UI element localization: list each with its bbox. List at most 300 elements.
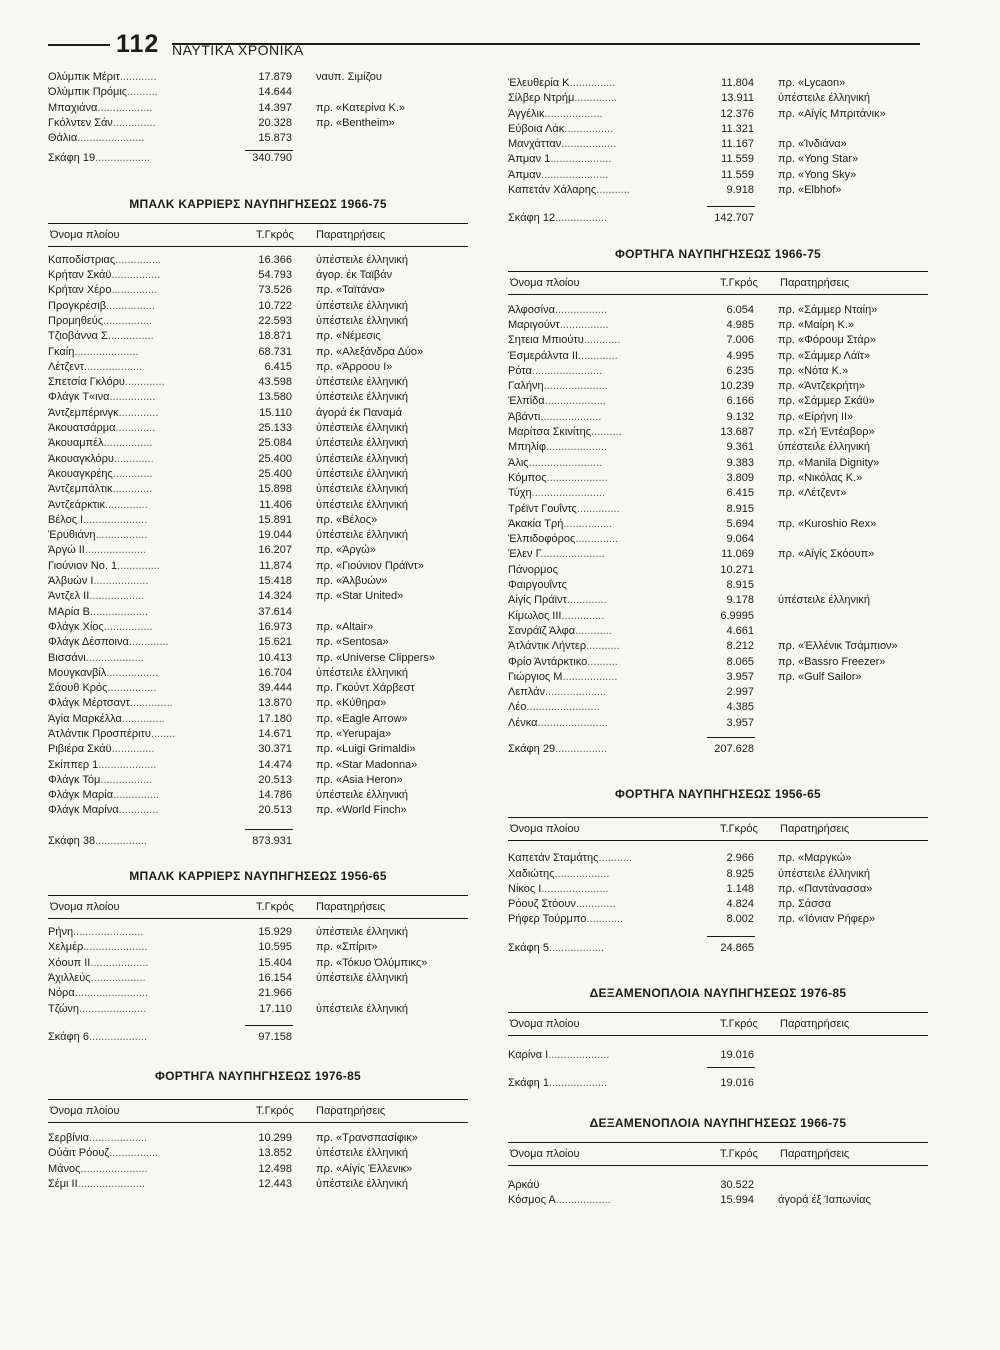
gross-tonnage: 4.995 <box>726 349 754 362</box>
remarks: ύπέστειλε έλληνική <box>316 467 409 480</box>
leader-dots: ................ <box>109 1147 159 1160</box>
table-row <box>48 1162 468 1177</box>
ship-name <box>48 986 244 1001</box>
magazine-title: ΝΑΥΤΙΚΑ ΧΡΟΝΙΚΑ <box>172 42 304 58</box>
leader-dots: .................. <box>548 941 604 954</box>
leader-dots: ................... <box>88 1030 148 1043</box>
column-header-notes: Παρατηρήσεις <box>316 901 386 914</box>
ship-name <box>508 517 704 532</box>
leader-dots: .............. <box>112 116 156 129</box>
ship-name <box>508 137 704 152</box>
table-row <box>48 436 468 451</box>
table-row <box>508 425 928 440</box>
remarks: πρ. «Star Madonna» <box>316 758 418 771</box>
ship-name <box>508 563 704 578</box>
ship-name-text: Άπμαν <box>508 168 542 181</box>
ship-name <box>508 183 704 198</box>
leader-dots: ........... <box>586 640 620 653</box>
gross-tonnage: 17.180 <box>258 712 292 725</box>
ship-name-text: Λέτζεντ <box>48 360 85 373</box>
ship-name-text: Φλάγκ Τόμ <box>48 773 101 786</box>
ship-name-text: Τύχη <box>508 487 532 500</box>
ship-name <box>48 406 244 421</box>
remarks: πρ. «Νέμεσις <box>316 330 381 343</box>
leader-dots: .................... <box>545 441 608 454</box>
ship-name-text: Τζιοβάννα Σ. <box>48 330 111 343</box>
cargo-1966-75-total <box>508 742 928 757</box>
ship-name-text: Βισσάνι <box>48 651 86 664</box>
leader-dots: ................ <box>111 269 161 282</box>
ship-name-text: Τζώνη <box>48 1002 80 1015</box>
total-label-text: Σκάφη 19 <box>48 152 96 165</box>
ship-name <box>48 543 244 558</box>
ship-name-text: Άκουαγκλόρυ <box>48 452 114 465</box>
remarks: πρ. «Elbhof» <box>778 184 842 197</box>
ship-name-text: Σίλβερ Ντρήμ <box>508 92 575 105</box>
table-header <box>508 1012 928 1036</box>
leader-dots: ............... <box>109 391 156 404</box>
column-header-name: Όνομα πλοίου <box>510 1147 580 1160</box>
table-row <box>48 375 468 390</box>
gross-tonnage: 13.852 <box>258 1147 292 1160</box>
gross-tonnage: 19.016 <box>720 1049 754 1062</box>
table-row <box>508 578 928 593</box>
total-label <box>48 151 244 166</box>
gross-tonnage: 15.891 <box>258 513 292 526</box>
gross-tonnage: 14.397 <box>258 101 292 114</box>
total-tonnage: 142.707 <box>714 212 754 225</box>
right-top-total <box>508 211 928 226</box>
gross-tonnage: 68.731 <box>258 345 292 358</box>
ship-name-text: Άλφοσίνα <box>508 303 555 316</box>
total-label <box>508 211 704 226</box>
column-header-name: Όνομα πλοίου <box>510 276 580 289</box>
total-rule <box>508 936 928 937</box>
gross-tonnage: 4.985 <box>726 318 754 331</box>
column-header-name: Όνομα πλοίου <box>50 228 120 241</box>
ship-name <box>508 867 704 882</box>
total-row <box>48 834 468 849</box>
ship-name <box>48 360 244 375</box>
gross-tonnage: 13.870 <box>258 697 292 710</box>
ship-name-text: Νόρα <box>48 987 75 1000</box>
leader-dots: ............. <box>124 376 165 389</box>
ship-name <box>508 1178 704 1193</box>
column-header-tonnage: Τ.Γκρός <box>256 901 294 914</box>
ship-name <box>48 696 244 711</box>
ship-name-text: Μπαχιάνα <box>48 101 98 114</box>
table-row <box>508 1193 928 1208</box>
ship-name-text: Φλάγκ Μαρία <box>48 789 114 802</box>
table-row <box>48 513 468 528</box>
ship-name-text: Γαλήνη <box>508 380 544 393</box>
gross-tonnage: 15.898 <box>258 483 292 496</box>
remarks: ύπέστειλε έλληνική <box>316 666 409 679</box>
ship-name-text: Έλεν Γ <box>508 548 541 561</box>
leader-dots: .................. <box>562 670 618 683</box>
ship-name-text: Θάλια <box>48 132 78 145</box>
ship-name <box>48 345 244 360</box>
gross-tonnage: 15.418 <box>258 575 292 588</box>
leader-dots: .................... <box>545 686 607 699</box>
ship-name <box>508 440 704 455</box>
gross-tonnage: 9.383 <box>726 456 754 469</box>
ship-name <box>48 574 244 589</box>
ship-name <box>508 639 704 654</box>
leader-dots: .................... <box>84 544 146 557</box>
column-header-tonnage: Τ.Γκρός <box>256 1105 294 1118</box>
ship-name <box>508 670 704 685</box>
ship-name <box>508 379 704 394</box>
table-row <box>508 349 928 364</box>
gross-tonnage: 12.376 <box>720 107 754 120</box>
leader-dots: .............. <box>111 743 155 756</box>
gross-tonnage: 11.874 <box>259 559 292 572</box>
gross-tonnage: 9.178 <box>726 594 754 607</box>
gross-tonnage: 19.044 <box>258 529 292 542</box>
ship-name <box>508 624 704 639</box>
total-rule <box>48 1025 468 1026</box>
ship-name-text: Προμηθεύς <box>48 314 104 327</box>
ship-name-text: Φλάγκ Δέσποινα <box>48 636 129 649</box>
table-row <box>48 1146 468 1161</box>
remarks: πρ. «Άργώ» <box>316 544 376 557</box>
ship-name-text: Ολύμπικ Μέριτ <box>48 71 120 83</box>
leader-dots: .................... <box>550 153 612 166</box>
gross-tonnage: 22.593 <box>258 314 292 327</box>
gross-tonnage: 9.361 <box>726 441 754 454</box>
leader-dots: ............. <box>112 483 153 496</box>
remarks: πρ. «Λέτζεντ» <box>778 487 847 500</box>
remarks: πρ. «Είρήνη ΙΙ» <box>778 410 854 423</box>
table-row <box>48 589 468 604</box>
remarks: ύπέστειλε έλληνική <box>316 314 409 327</box>
leader-dots: .............. <box>121 712 165 725</box>
table-header <box>48 1099 468 1123</box>
ship-name <box>48 559 244 574</box>
ship-name-text: Μουγκανβίλ <box>48 666 107 679</box>
remarks: άγορά έκ Παναμά <box>316 406 402 419</box>
ship-name <box>48 605 244 620</box>
leader-dots: ................. <box>95 834 148 847</box>
remarks: πρ. «Gulf Sailor» <box>778 670 862 683</box>
ship-name <box>48 651 244 666</box>
table-row <box>48 406 468 421</box>
ship-name-text: Σητεια Μπιούτυ <box>508 334 584 347</box>
total-row <box>508 1076 928 1091</box>
gross-tonnage: 2.966 <box>726 852 754 865</box>
ship-name-text: Άκουαγκρέης <box>48 467 113 480</box>
section-title-cargo-1956-65: ΦΟΡΤΗΓΑ ΝΑΥΠΗΓΗΣΕΩΣ 1956-65 <box>614 787 822 802</box>
total-row <box>48 1030 468 1045</box>
remarks: πρ. «Τόκυο Όλύμπικς» <box>316 956 428 969</box>
leader-dots: ............ <box>586 913 624 926</box>
leader-dots: .................. <box>555 1193 611 1206</box>
remarks: πρ. «Luigi Grimaldi» <box>316 743 416 756</box>
ship-name-text: Άλις <box>508 456 529 469</box>
remarks: ύπέστειλε έλληνική <box>316 483 409 496</box>
gross-tonnage: 15.110 <box>259 406 292 419</box>
column-header-name: Όνομα πλοίου <box>510 1018 580 1031</box>
table-row <box>48 360 468 375</box>
remarks: ύπέστειλε έλληνική <box>778 92 871 105</box>
remarks: πρ. «Ίνδιάνα» <box>778 138 847 151</box>
ship-name-text: Χόουπ ΙΙ <box>48 956 91 969</box>
table-row <box>508 882 928 897</box>
gross-tonnage: 16.207 <box>258 544 292 557</box>
remarks: ύπέστειλε έλληνική <box>316 1178 409 1191</box>
leader-dots: .................... <box>540 410 602 423</box>
ship-name-text: Άκακία Τρή <box>508 517 564 530</box>
column-header-tonnage: Τ.Γκρός <box>720 1147 758 1160</box>
gross-tonnage: 8.925 <box>726 867 754 880</box>
table-row <box>48 390 468 405</box>
table-row <box>508 137 928 152</box>
total-tonnage: 24.865 <box>720 941 754 954</box>
remarks: πρ. «Νικόλας Κ.» <box>778 471 863 484</box>
leader-dots: .......... <box>591 426 622 439</box>
table-row <box>508 609 928 624</box>
remarks: πρ. «Παντάνασσα» <box>778 882 873 895</box>
gross-tonnage: 20.513 <box>258 773 292 786</box>
remarks: ύπέστειλε έλληνική <box>316 926 409 939</box>
leader-dots: ................ <box>559 318 609 331</box>
gross-tonnage: 6.415 <box>726 487 754 500</box>
leader-dots: ........................ <box>74 987 149 1000</box>
gross-tonnage: 8.915 <box>726 579 754 592</box>
ship-name-text: Ρήφερ Τούρμπο <box>508 913 587 926</box>
leader-dots: ...................... <box>79 1002 147 1015</box>
leader-dots: ................ <box>106 299 155 312</box>
ship-name <box>508 76 704 91</box>
gross-tonnage: 10.413 <box>258 651 292 664</box>
gross-tonnage: 12.498 <box>258 1162 292 1175</box>
leader-dots: ............ <box>119 71 157 83</box>
gross-tonnage: 73.526 <box>258 284 292 297</box>
leader-dots: ................... <box>90 956 149 969</box>
remarks: πρ. «Αίγίς Έλλενικ» <box>316 1162 413 1175</box>
remarks: άγορ. έκ Ταϊβάν <box>316 269 393 282</box>
leader-dots: ................... <box>84 360 143 373</box>
ship-name-text: Όλύμπικ Πρόμις <box>48 86 128 99</box>
ship-name <box>508 685 704 700</box>
total-label <box>508 1076 704 1091</box>
leader-dots: ................ <box>103 620 153 633</box>
ship-name-text: Άπμαν 1 <box>508 153 551 166</box>
ship-name-text: Σκίππερ 1 <box>48 758 99 771</box>
gross-tonnage: 3.809 <box>726 471 754 484</box>
ship-name-text: Καποδίστριας <box>48 253 116 266</box>
table-row <box>508 410 928 425</box>
tankers-1976-85-total <box>508 1076 928 1091</box>
ship-name-text: Λένκα <box>508 716 538 729</box>
gross-tonnage: 54.793 <box>258 269 292 282</box>
table-row <box>48 1177 468 1192</box>
section-title-tankers-1966-75: ΔΕΞΑΜΕΝΟΠΛΟΙΑ ΝΑΥΠΗΓΗΣΕΩΣ 1966-75 <box>589 1115 847 1130</box>
remarks: ύπέστειλε έλληνική <box>316 437 409 450</box>
page-number: 112 <box>116 30 160 58</box>
section-title-tankers-1976-85: ΔΕΞΑΜΕΝΟΠΛΟΙΑ ΝΑΥΠΗΓΗΣΕΩΣ 1976-85 <box>589 986 847 1001</box>
table-row <box>508 897 928 912</box>
leader-dots: ............. <box>118 406 159 419</box>
ship-name <box>508 333 704 348</box>
ship-name-text: Ριβιέρα Σκάϋ <box>48 743 112 756</box>
ship-name-text: Ρήνη <box>48 926 74 939</box>
ship-name-text: Νίκος Ι <box>508 882 542 895</box>
gross-tonnage: 3.957 <box>726 716 754 729</box>
table-row <box>508 364 928 379</box>
total-tonnage: 873.931 <box>252 834 292 847</box>
remarks: ύπέστειλε έλληνική <box>316 1002 409 1015</box>
remarks: πρ. «Asia Heron» <box>316 773 403 786</box>
ship-name <box>508 303 704 318</box>
leader-dots: .............. <box>105 498 148 511</box>
remarks: πρ. Γκούντ Χάρβεστ <box>316 682 415 695</box>
ship-name <box>508 547 704 562</box>
ship-name <box>48 940 244 955</box>
leader-dots: ................. <box>555 212 608 225</box>
remarks: πρ. «World Finch» <box>316 804 407 817</box>
ship-name-text: ΜΑρία Β <box>48 605 90 618</box>
table-row <box>48 559 468 574</box>
gross-tonnage: 2.997 <box>726 686 754 699</box>
table-row <box>508 716 928 731</box>
section-title-cargo-1966-75: ΦΟΡΤΗΓΑ ΝΑΥΠΗΓΗΣΕΩΣ 1966-75 <box>614 246 822 261</box>
column-header-notes: Παρατηρήσεις <box>780 276 850 289</box>
ship-name <box>48 925 244 940</box>
cargo-1976-85-list <box>48 1131 468 1192</box>
ship-name-text: Άχιλλεύς <box>48 971 91 984</box>
remarks: ύπέστειλε έλληνική <box>316 391 409 404</box>
table-row <box>48 681 468 696</box>
leader-dots: ..................... <box>543 380 608 393</box>
remarks: πρ. «Τρανσπασίφικ» <box>316 1132 418 1145</box>
ship-name <box>48 773 244 788</box>
gross-tonnage: 15.621 <box>258 636 292 649</box>
gross-tonnage: 25.133 <box>258 422 292 435</box>
ship-name <box>48 452 244 467</box>
leader-dots: ........... <box>598 852 633 865</box>
ship-name-text: Μαριγούντ <box>508 318 560 331</box>
table-row <box>508 440 928 455</box>
gross-tonnage: 25.084 <box>258 437 292 450</box>
ship-name <box>48 681 244 696</box>
leader-dots: ........ <box>150 727 176 740</box>
table-row <box>48 299 468 314</box>
total-rule <box>48 829 468 830</box>
leader-dots: .............. <box>561 609 605 622</box>
gross-tonnage: 13.911 <box>721 92 754 105</box>
table-row <box>48 528 468 543</box>
ship-name-text: Τρέϊντ Γουΐντς <box>508 502 577 515</box>
ship-name <box>508 897 704 912</box>
table-row <box>508 303 928 318</box>
table-row <box>508 333 928 348</box>
bulk-1956-65-list <box>48 925 468 1017</box>
table-row <box>48 345 468 360</box>
ship-name-text: Χαδιώτης <box>508 867 555 880</box>
leader-dots: ................... <box>544 107 603 120</box>
leader-dots: ................... <box>89 1132 148 1145</box>
ship-name <box>48 956 244 971</box>
remarks: ύπέστειλε έλληνική <box>316 529 409 542</box>
leader-dots: ............ <box>575 624 612 637</box>
leader-dots: .................... <box>548 1049 610 1062</box>
ship-name <box>48 758 244 773</box>
remarks: πρ. «Kuroshio Rex» <box>778 517 877 530</box>
leader-dots: ........................ <box>526 701 600 714</box>
table-row <box>48 314 468 329</box>
remarks: άγορά έξ Ίαπωνίας <box>778 1193 871 1206</box>
gross-tonnage: 6.235 <box>726 364 754 377</box>
ship-name-text: Αίγίς Πράϊντ <box>508 594 567 607</box>
table-row <box>508 76 928 91</box>
gross-tonnage: 15.404 <box>258 956 292 969</box>
column-header-name: Όνομα πλοίου <box>50 901 120 914</box>
ship-name <box>48 283 244 298</box>
ship-name <box>508 456 704 471</box>
leader-dots: ............... <box>115 253 162 266</box>
remarks: πρ. Σάσσα <box>778 898 832 911</box>
ship-name-text: Κόσμος Α <box>508 1193 556 1206</box>
leader-dots: .............. <box>117 559 160 572</box>
gross-tonnage: 8.002 <box>726 913 754 926</box>
ship-name-text: Άγία Μαρκέλλα <box>48 712 122 725</box>
ship-name <box>48 1162 244 1177</box>
leader-dots: ........................ <box>528 456 602 469</box>
gross-tonnage: 17.879 <box>258 71 292 83</box>
table-row <box>508 107 928 122</box>
table-row <box>48 574 468 589</box>
ship-name-text: Γκόλντεν Σάν <box>48 116 113 129</box>
leader-dots: .................. <box>90 971 146 984</box>
table-row <box>508 547 928 562</box>
gross-tonnage: 8.915 <box>726 502 754 515</box>
ship-name <box>508 700 704 715</box>
table-header <box>508 1142 928 1166</box>
table-row <box>508 394 928 409</box>
gross-tonnage: 9.132 <box>726 410 754 423</box>
table-header <box>48 223 468 247</box>
gross-tonnage: 15.994 <box>720 1193 754 1206</box>
ship-name-text: Ρόουζ Στόουν <box>508 898 576 911</box>
remarks: πρ. «Sentosa» <box>316 636 389 649</box>
leader-dots: ................... <box>85 651 144 664</box>
gross-tonnage: 12.443 <box>258 1178 292 1191</box>
ship-name <box>48 1146 244 1161</box>
page-header <box>48 30 920 64</box>
leader-dots: ............. <box>578 349 618 362</box>
column-header-notes: Παρατηρήσεις <box>780 1147 850 1160</box>
remarks: πρ. «Σάμμερ Νταίη» <box>778 303 878 316</box>
remarks: ύπέστειλε έλληνική <box>778 441 871 454</box>
ship-name-text: Λέο <box>508 701 527 714</box>
total-label-text: Σκάφη 1 <box>508 1077 549 1090</box>
remarks: ύπέστειλε έλληνική <box>316 498 409 511</box>
gross-tonnage: 10.239 <box>720 380 754 393</box>
table-row <box>508 1048 928 1063</box>
ship-name-text: Κρήταν Σκάϋ <box>48 269 112 282</box>
leader-dots: ....................... <box>537 716 608 729</box>
total-label <box>508 742 704 757</box>
ship-name-text: Μανχάτταν <box>508 138 562 151</box>
gross-tonnage: 14.644 <box>258 86 292 99</box>
ship-name-text: Μπηλίφ <box>508 441 546 454</box>
leader-dots: .......... <box>587 655 618 668</box>
table-row <box>48 452 468 467</box>
ship-name-text: Άντζελ ΙΙ <box>48 590 90 603</box>
ship-name-text: Σάουθ Κρός <box>48 682 108 695</box>
